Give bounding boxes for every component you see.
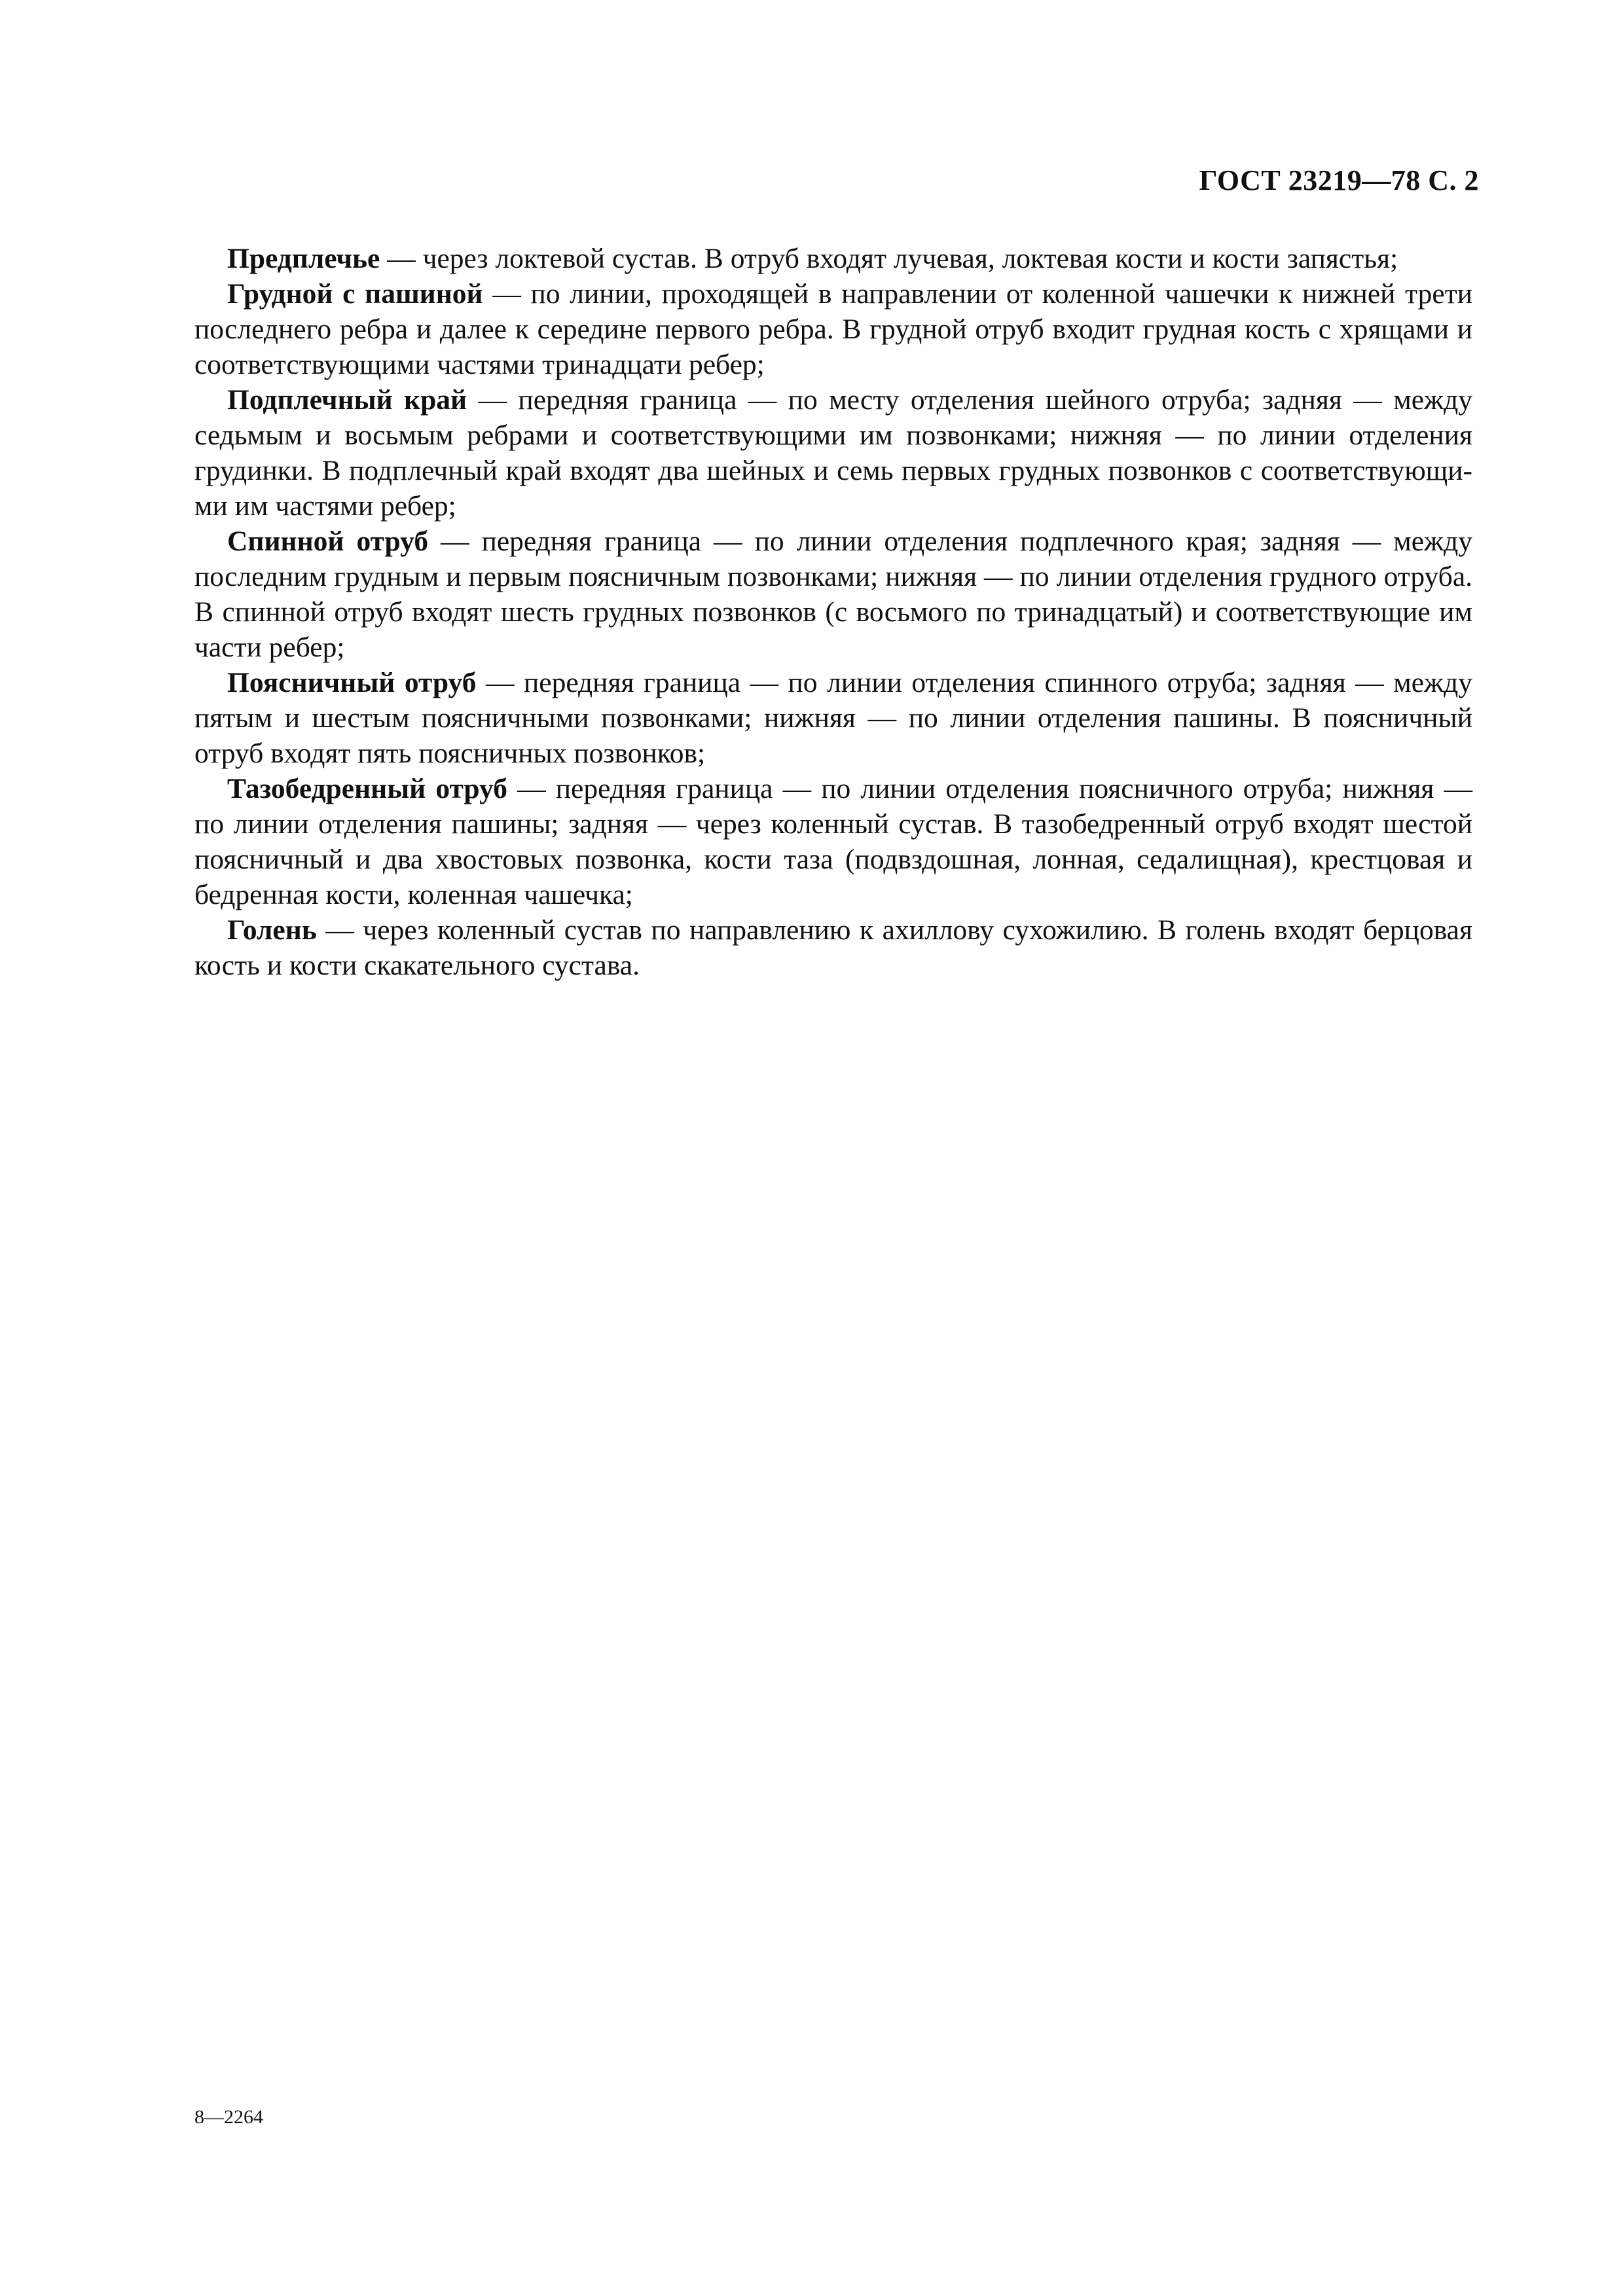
term-forearm: Предплечье	[227, 243, 380, 274]
term-back-cut: Спинной отруб	[227, 526, 429, 557]
term-loin-cut: Поясничный отруб	[227, 667, 477, 698]
paragraph-brisket-flank	[194, 276, 1472, 382]
definition-back-cut: — передняя граница — по линии отделения подплечного края; задняя — между последним грудным и первым поясничным позвонками; нижняя — по линии отделения грудного отруба. В спинной отруб входят шесть грудных позвонков (с восьмого по тринадцатый) и соответствующие им части ребер;	[194, 526, 1472, 663]
definition-forearm: — через локтевой сустав. В отруб входят лучевая, локтевая кости и кости запястья;	[380, 243, 1398, 274]
paragraph-loin-cut	[194, 665, 1472, 771]
term-chuck-edge: Подплечный край	[227, 384, 467, 416]
term-brisket-flank: Грудной с пашиной	[227, 278, 483, 310]
definition-brisket-flank: — по линии, проходящей в направлении от коленной чашечки к нижней трети последнего ребра и далее к середине первого ребра. В грудной отруб входит грудная кость с хрящами и соответствующими частями тринадцати ребер;	[194, 278, 1472, 380]
paragraph-back-cut	[194, 524, 1472, 665]
term-hip-cut: Тазобедренный отруб	[227, 773, 507, 804]
print-code: 8—2264	[194, 2106, 263, 2128]
paragraph-shank	[194, 912, 1472, 983]
paragraph-hip-cut	[194, 771, 1472, 912]
body-text	[194, 241, 1472, 983]
paragraph-forearm	[194, 241, 1472, 276]
definition-loin-cut: — передняя граница — по линии отделения спинного отруба; задняя — между пятым и шестым поясничными позвонками; нижняя — по линии отделения пашины. В поясничный отруб входят пять поясничных позвонков;	[194, 667, 1472, 769]
definition-shank: — через коленный сустав по направлению к ахиллову сухожилию. В голень входят берцовая кость и кости скакательного сустава.	[194, 914, 1472, 981]
term-shank: Голень	[227, 914, 317, 946]
paragraph-chuck-edge	[194, 382, 1472, 524]
definition-chuck-edge: — передняя граница — по месту отделения шейного отруба; задняя — между седьмым и восьмым ребрами и соответствующими им позвонками; нижняя — по линии отделения грудинки. В подплечный край входят два шейных и семь первых грудных позвонков с соответствующими им частями ребер;	[194, 384, 1472, 522]
definition-hip-cut: — передняя граница — по линии отделения поясничного отруба; нижняя — по линии отделения пашины; задняя — через коленный сустав. В тазобедренный отруб входят шестой поясничный и два хвостовых позвонка, кости таза (подвздошная, лонная, седалищная), крестцовая и бедренная кости, коленная чашечка;	[194, 773, 1472, 910]
page-header: ГОСТ 23219—78 С. 2	[1199, 164, 1479, 196]
